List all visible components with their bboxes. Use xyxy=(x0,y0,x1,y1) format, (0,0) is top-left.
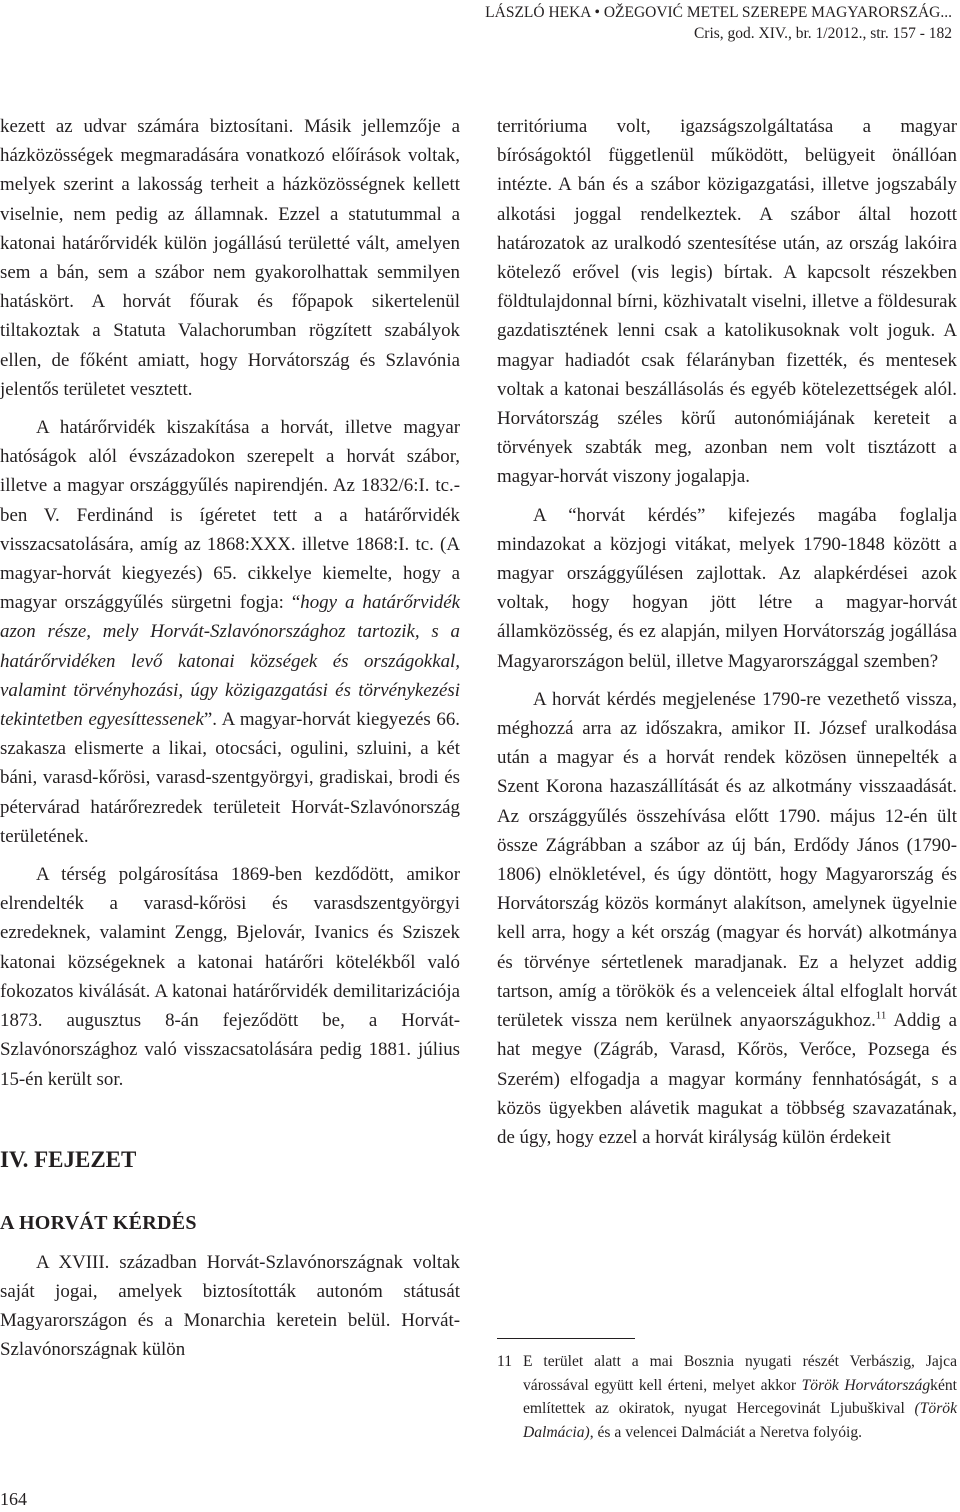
paragraph xyxy=(0,413,460,851)
quoted-text: hogy a határőrvidék azon része, mely Horvát-Szlavónországhoz tartozik, s a határőrvidéken levő katonai községek és országokkal, valamint törvényhozási, úgy közigazgatási és törvénykezési tekintetben egyesíttessenek xyxy=(0,592,460,731)
paragraph xyxy=(497,685,957,1152)
chapter-title: A HORVÁT KÉRDÉS xyxy=(0,1211,197,1234)
text-run-italic: (Török Dalmácia) xyxy=(523,1400,957,1441)
footnote-text xyxy=(497,1350,957,1444)
chapter-number: IV. FEJEZET xyxy=(0,1146,137,1172)
footnote-divider xyxy=(497,1338,635,1339)
footnote-number: 11 xyxy=(497,1353,513,1370)
paragraph: A térség polgárosítása 1869-ben kezdődött, amikor elrendelték a varasd-kőrösi és varasdszentgyörgyi ezredeknek, valamint Zengg, Bjelovár, Ivanics és Sziszek katonai községeknek a katonai határőri kötelékből való fokozatos kiválását. A katonai határőrvidék demilitarizációja 1873. augusztus 8-án fejeződött be, a Horvát-Szlavónországhoz való visszacsatolására pedig 1881. július 15-én került sor. xyxy=(0,864,460,1090)
text-run-italic: Török Horvátország xyxy=(801,1376,931,1394)
paragraph: territóriuma volt, igazságszolgáltatása a magyar bíróságoktól függetlenül működött, belügyeit önállóan intézte. A bán és a szábor közigazgatási, illetve jogszabály alkotási joggal rendelkeztek. A szábor által hozott határozatok az uralkodó szentesítése után, az ország lakóira kötelező erővel (vis legis) bírtak. A kapcsolt részekben földtulajdonnal bírni, közhivatalt viselni, illetve a földesurak gazdatisztének lenni csak a katolikusoknak volt joguk. A magyar hadiadót csak félarányban fizették, és mentesek voltak a katonai beszállásolás és egyéb kötelezettségek alól. Horvátország széles körű autonómiájának kereteit a törvények szabták meg, azonban nem volt tisztázott a magyar-horvát viszony jogalapja. xyxy=(497,116,957,488)
text-run: , és a velencei Dalmáciát a Neretva folyóig. xyxy=(589,1423,863,1441)
running-header xyxy=(0,2,960,46)
header-authors-title: LÁSZLÓ HEKA • OŽEGOVIĆ METEL SZEREPE MAGYARORSZÁG... xyxy=(485,4,952,21)
footnote xyxy=(497,1350,957,1444)
footnote-reference: 11 xyxy=(875,1009,887,1022)
paragraph: A XVIII. században Horvát-Szlavónországnak voltak saját jogai, amelyek biztosították autonóm státusát Magyarországon és a Monarchia keretein belül. Horvát-Szlavónországnak külön xyxy=(0,1251,460,1361)
paragraph: kezett az udvar számára biztosítani. Másik jellemzője a házközösségek megmaradására vonatkozó előírások voltak, melyek szerint a lakosság terheit a házközösségnek kellett viselnie, nem pedig az államnak. Ezzel a statutummal a katonai határőrvidék külön jogállású területté vált, amelyen sem a bán, sem a szábor nem gyakorolhattak semmilyen hatáskört. A horvát főurak és főpapok sikertelenül tiltakoztak a Statuta Valachorumban rögzített szabályok ellen, de főként amiatt, hogy Horvátország és Szlavónia jelentős területet vesztett. xyxy=(0,116,460,400)
text-run: Addig a hat megye (Zágráb, Varasd, Kőrös, Verőce, Pozsega és Szerém) elfogadja a magyar kormány fennhatóságát, s a közös ügyekben alávetik magukat a többség szavazatának, de úgy, hogy ezzel a horvát királyság külön érdekeit xyxy=(497,1010,957,1148)
right-column xyxy=(497,112,957,1152)
page-number: 164 xyxy=(0,1489,27,1509)
left-column xyxy=(0,112,460,1365)
text-run: ként említettek az okiratok, nyugat Hercegovinát Ljubuškival xyxy=(523,1376,957,1418)
header-journal-citation: Cris, god. XIV., br. 1/2012., str. 157 - 182 xyxy=(693,25,952,42)
text-run: A határőrvidék kiszakítása a horvát, illetve magyar hatóságok alól évszázadokon szerepelt a horvát szábor, illetve a magyar országgyűlés napirendjén. Az 1832/6:I. tc.-ben V. Ferdinánd is ígéretet tett a a határőrvidék visszacsatolására, amíg az 1868:XXX. illetve 1868:I. tc. (A magyar-horvát kiegyezés) 65. cikkelye kiemelte, hogy a magyar országgyűlés sürgetni fogja: “ xyxy=(0,417,460,614)
paragraph: A “horvát kérdés” kifejezés magába foglalja mindazokat a közjogi vitákat, melyek 1790-1848 között a magyar országgyűlésen zajlottak. Az alapkérdései azok voltak, hogy hogyan jött létre a magyar-horvát államközösség, és ez alapján, milyen Horvátország jogállása Magyarországon belül, illetve Magyarországgal szemben? xyxy=(497,504,957,672)
text-run: E terület alatt a mai Bosznia nyugati részét Verbászig, Jajca várossával együtt kell érteni, melyet akkor xyxy=(523,1353,957,1394)
text-run: A horvát kérdés megjelenése 1790-re vezethető vissza, méghozzá arra az időszakra, amikor II. József uralkodása után a magyar és a horvát rendek közösen ünnepelték a Szent Korona hazaszállítását és az alkotmány visszaadását. Az országgyűlés összehívása előtt 1790. május 12-én ült össze Zágrábban a szábor az új bán, Erdődy János (1790-1806) elnökletével, és úgy döntött, hogy Magyarország és Horvátország közös kormányt alakítson, amelynek ügyelnie kell arra, hogy a két ország (magyar és horvát) alkotmánya és törvénye sértetlenek maradjanak. Ez a helyzet addig tartson, amíg a törökök és a velenceiek által elfoglalt horvát területek vissza nem kerülnek anyaországukhoz. xyxy=(497,688,957,1032)
text-run: ”. A magyar-horvát kiegyezés 66. szakasza elismerte a likai, otocsáci, ogulini, szluini, a két báni, varasd-kőrösi, varasd-szentgyörgyi, gradiskai, brodi és pétervárad határőrezredek területeit Horvát-Szlavónország területének. xyxy=(0,709,460,847)
